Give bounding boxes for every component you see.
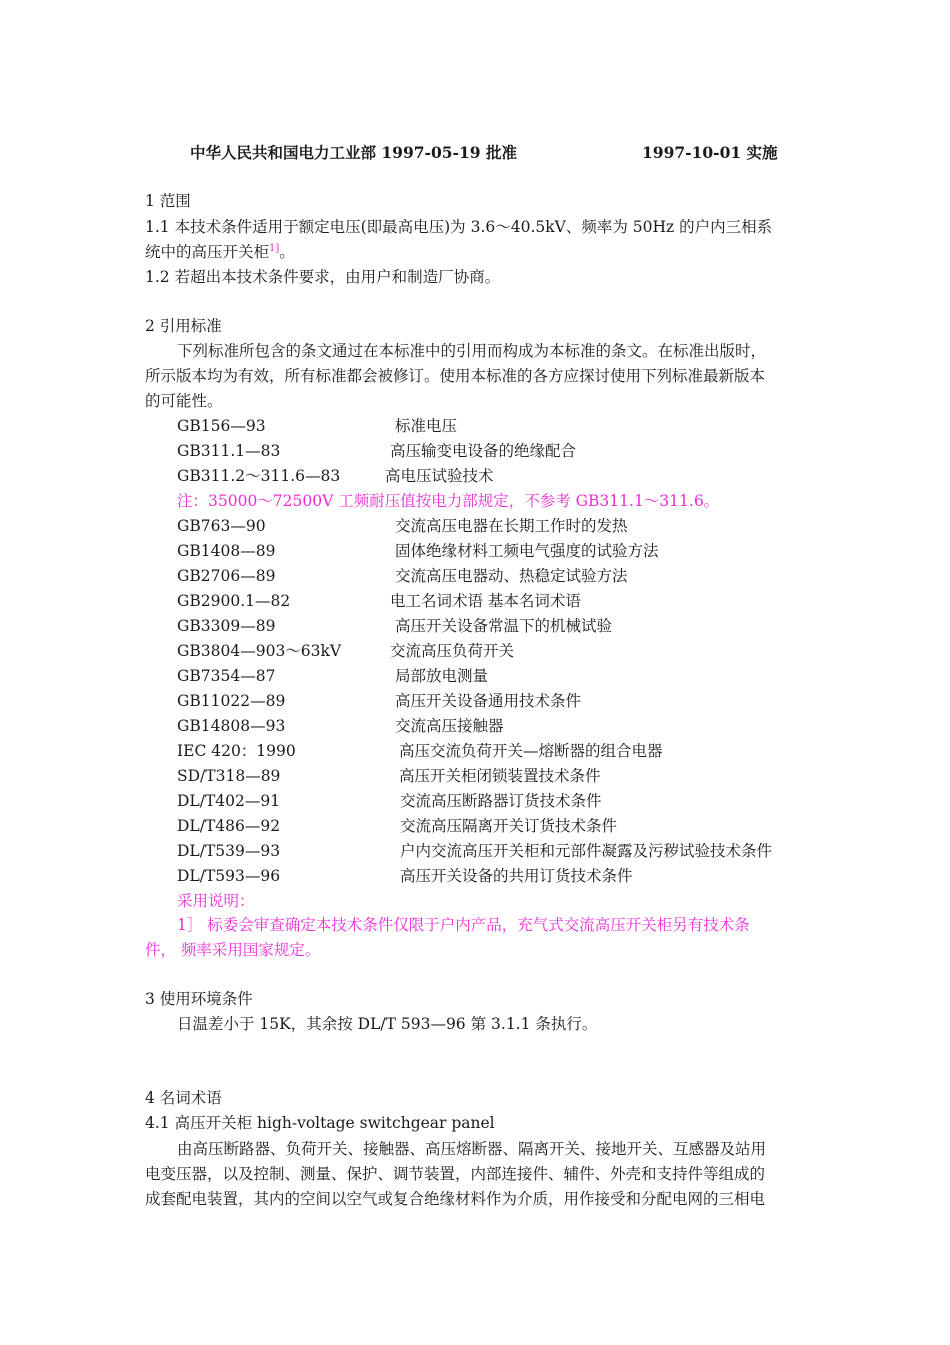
ref-code: GB311.2～311.6—83: [177, 467, 341, 485]
ref-code: GB7354—87: [177, 667, 276, 685]
ref-title: 交流高压隔离开关订货技术条件: [400, 817, 618, 835]
ref-title: 标准电压: [395, 417, 458, 435]
clause-1-1-line-1: 1.1 本技术条件适用于额定电压(即最高电压)为 3.6～40.5kV、频率为 50Hz 的户内三相系: [145, 218, 773, 236]
approval-line: 中华人民共和国电力工业部 1997-05-19 批准: [190, 143, 517, 162]
clause-4-1-definition-line-3: 成套配电装置，其内的空间以空气或复合绝缘材料作为介质，用作接受和分配电网的三相电: [145, 1190, 766, 1208]
section-2-heading: 2 引用标准: [145, 317, 222, 335]
ref-code: GB763—90: [177, 517, 266, 535]
clause-4-1-term: 4.1 高压开关柜 high-voltage switchgear panel: [145, 1114, 495, 1132]
ref-code: GB2706—89: [177, 567, 276, 585]
ref-title: 固体绝缘材料工频电气强度的试验方法: [395, 542, 659, 560]
ref-title: 高压开关设备的共用订货技术条件: [400, 867, 633, 885]
adoption-note-1-line-1: 1］ 标委会审查确定本技术条件仅限于户内产品，充气式交流高压开关柜另有技术条: [177, 916, 750, 934]
implementation-date: 1997-10-01 实施: [642, 143, 778, 162]
clause-1-1-end: 。: [279, 243, 295, 261]
ref-title: 交流高压电器在长期工作时的发热: [395, 517, 628, 535]
ref-code: GB3309—89: [177, 617, 276, 635]
ref-code: DL/T486—92: [177, 817, 281, 835]
clause-1-2: 1.2 若超出本技术条件要求，由用户和制造厂协商。: [145, 268, 501, 286]
section-4-heading: 4 名词术语: [145, 1089, 222, 1107]
ref-title: 电工名词术语 基本名词术语: [390, 592, 581, 610]
section-1-heading: 1 范围: [145, 192, 191, 210]
ref-code: DL/T539—93: [177, 842, 281, 860]
ref-title: 户内交流高压开关柜和元部件凝露及污秽试验技术条件: [400, 842, 773, 860]
adoption-note-1-line-2: 件， 频率采用国家规定。: [145, 941, 321, 959]
ref-code: DL/T593—96: [177, 867, 281, 885]
section-2-intro-line-2: 所示版本均为有效，所有标准都会被修订。使用本标准的各方应探讨使用下列标准最新版本: [145, 367, 766, 385]
ref-code: GB156—93: [177, 417, 266, 435]
clause-1-1-line-2: [145, 242, 295, 262]
section-3-heading: 3 使用环境条件: [145, 990, 253, 1008]
ref-code: GB1408—89: [177, 542, 276, 560]
ref-title: 交流高压断路器订货技术条件: [400, 792, 602, 810]
ref-code: GB311.1—83: [177, 442, 281, 460]
footnote-reference: 1]: [269, 242, 280, 254]
ref-title: 交流高压接触器: [395, 717, 504, 735]
ref-code: GB14808—93: [177, 717, 286, 735]
ref-title: 高电压试验技术: [385, 467, 494, 485]
ref-title: 高压开关设备通用技术条件: [395, 692, 582, 710]
ref-title: 交流高压电器动、热稳定试验方法: [395, 567, 628, 585]
clause-4-1-definition-line-2: 电变压器，以及控制、测量、保护、调节装置，内部连接件、辅件、外壳和支持件等组成的: [145, 1165, 766, 1183]
ref-title: 高压输变电设备的绝缘配合: [390, 442, 577, 460]
clause-4-1-definition-line-1: 由高压断路器、负荷开关、接触器、高压熔断器、隔离开关、接地开关、互感器及站用: [177, 1140, 767, 1158]
ref-title: 局部放电测量: [395, 667, 489, 685]
ref-title: 交流高压负荷开关: [390, 642, 515, 660]
ref-title: 高压开关设备常温下的机械试验: [395, 617, 613, 635]
ref-code: SD/T318—89: [177, 767, 281, 785]
ref-code: GB2900.1—82: [177, 592, 291, 610]
section-2-intro-line-3: 的可能性。: [145, 392, 223, 410]
ref-code: DL/T402—91: [177, 792, 281, 810]
ref-code: GB11022—89: [177, 692, 286, 710]
section-3-text: 日温差小于 15K，其余按 DL/T 593—96 第 3.1.1 条执行。: [177, 1015, 598, 1033]
clause-1-1-text: 统中的高压开关柜: [145, 243, 270, 261]
section-2-intro-line-1: 下列标准所包含的条文通过在本标准中的引用而构成为本标准的条文。在标准出版时，: [177, 342, 767, 360]
reference-note: 注：35000～72500V 工频耐压值按电力部规定，不参考 GB311.1～311.6。: [177, 492, 720, 510]
ref-code: IEC 420：1990: [177, 742, 296, 760]
ref-title: 高压交流负荷开关—熔断器的组合电器: [399, 742, 663, 760]
ref-title: 高压开关柜闭锁装置技术条件: [399, 767, 601, 785]
adoption-notes-title: 采用说明：: [177, 892, 255, 910]
ref-code: GB3804—903～63kV: [177, 642, 342, 660]
